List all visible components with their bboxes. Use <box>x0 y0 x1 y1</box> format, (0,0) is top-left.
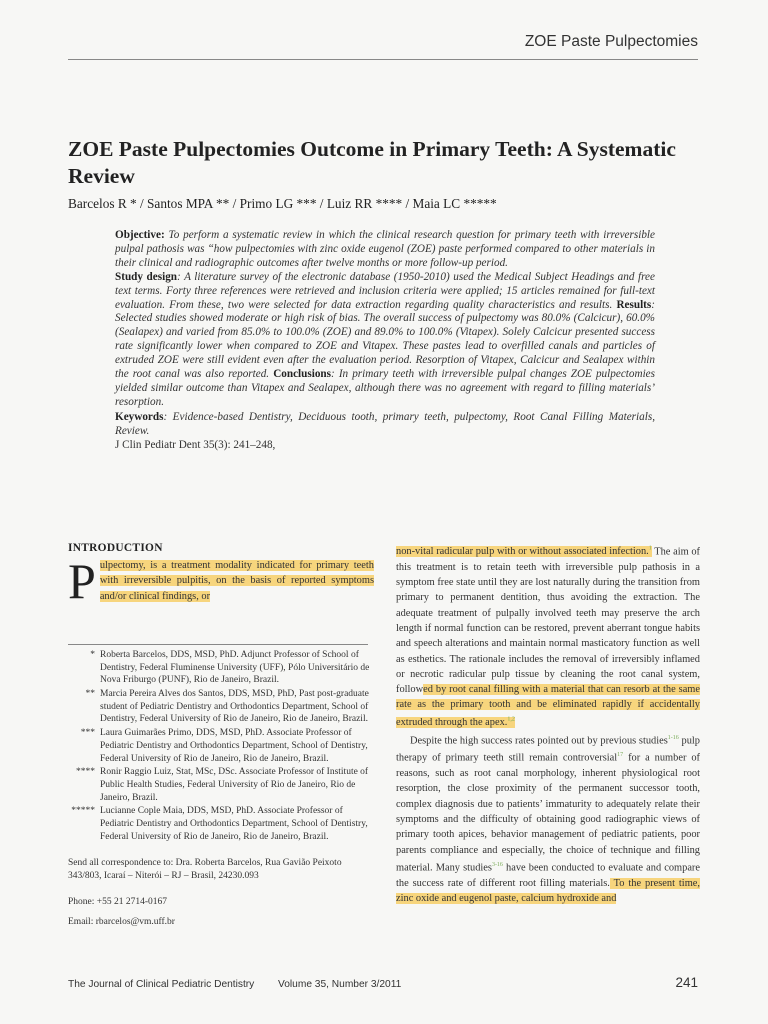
citation-sup: 1 <box>648 546 652 552</box>
footnote-mark: * <box>90 649 95 660</box>
paragraph-text: pulp therapy of primary teeth still remain controversial <box>396 734 701 764</box>
volume-info: Volume 35, Number 3/2011 <box>278 979 402 990</box>
keywords <box>115 411 655 439</box>
journal-name: The Journal of Clinical Pediatric Dentistry <box>68 979 255 990</box>
citation-sup: 17 <box>617 752 624 759</box>
paragraph-text: for a number of reasons, such as root canal morphology, inherent physiological root resorption, the close proximity of the permanent successor tooth, complex diagnosis due to patients’ immaturity to adequately relate their symptoms and the difficulty of obtaining good radiographic views of primary tooth apices, behavior management of pediatric patients, poor parents compliance and especially, the choice of technique and filling material. Many studies <box>396 752 700 874</box>
body-paragraph <box>396 542 700 731</box>
keywords-text: : Evidence-based Dentistry, Deciduous tooth, primary teeth, pulpectomy, Root Canal Filling Materials, Review. <box>115 410 655 437</box>
running-head: ZOE Paste Pulpectomies <box>524 33 698 50</box>
right-column <box>396 542 700 906</box>
conclusions-label: Conclusions <box>273 368 332 381</box>
abstract <box>115 229 655 453</box>
highlight-a: non-vital radicular pulp with or without associated infection. <box>396 546 649 558</box>
footnote-mark: **** <box>76 767 95 778</box>
paragraph-text: The aim of this treatment is to retain teeth with irreversible pulp pathosis in a symptom free state until they are lost naturally during the transition from primary to permanent dentition, thus avoiding the extraction. The adequate treatment of pulpally involved teeth may preserve the arch length if normal function can be restored, prevent aberrant tongue habits and speech alterations and maintain normal masticatory function as well as esthetics. The rationale includes the removal of irreversibly inflamed or necrotic radicular pulp tissue by cleaning the root canal system, follow <box>396 546 701 696</box>
introduction-heading: INTRODUCTION <box>68 542 163 554</box>
left-column <box>68 542 374 927</box>
citation-sup: 3-16 <box>491 861 503 868</box>
results-text: : Selected studies showed moderate or high risk of bias. The overall success of pulpectomy was 80.0% (Calcicur), 60.0% (Sealapex) and varied from 85.0% to 100.0% (ZOE) and 89.0% to 100.0% (Vitapex). Solely Calcicur presented success rate significantly lower when compared to ZOE and Vitapex. These pastes lead to overfilled canals and particles of extruded ZOE were still evident even after the evaluation period. Resorption of Vitapex, Calcicur and Sealapex within the root canal was also reported. <box>115 298 655 381</box>
footnote <box>68 727 374 765</box>
footnote <box>68 649 374 687</box>
footnote <box>68 805 374 843</box>
footnote-mark: ***** <box>71 806 95 817</box>
footnote-rule <box>68 644 368 645</box>
email-address: Email: rbarcelos@vm.uff.br <box>68 916 175 927</box>
footnote-text: Lucianne Cople Maia, DDS, MSD, PhD. Associate Professor of Pediatric Dentistry and Orthodontics Department, School of Dentistry, Federal University of Rio de Janeiro, Rio de Janeiro, Brazil. <box>100 806 368 842</box>
body-paragraph <box>396 731 700 907</box>
footnote-text: Laura Guimarães Primo, DDS, MSD, PhD. Associate Professor of Pediatric Dentistry and Orthodontics Department, School of Dentistry, Federal University of Rio de Janeiro, Rio de Janeiro, Brazil. <box>100 728 368 764</box>
footnote-mark: *** <box>80 728 95 739</box>
design-label: Study design <box>115 270 178 283</box>
objective-label: Objective: <box>115 229 165 241</box>
conclusions-text: : In primary teeth with irreversible pulpal changes ZOE pulpectomies yielded similar outcome than Vitapex and Sealapex, although there was no agreement with regard to filling materials’ resorption. <box>115 368 655 408</box>
footnote-text: Ronir Raggio Luiz, Stat, MSc, DSc. Associate Professor of Institute of Public Health Studies, Federal University of Rio de Janeiro, Rio de Janeiro, Brazil. <box>100 767 369 803</box>
design-text: : A literature survey of the electronic database (1950-2010) used the Medical Subject Headings and free text terms. Forty three references were retrieved and inclusion criteria were applied; 15 articles remained for full-text evaluation. From these, two were selected for data extraction regarding quality characteristics and results. <box>115 270 655 311</box>
footnote <box>68 766 374 804</box>
footnote-text: Roberta Barcelos, DDS, MSD, PhD. Adjunct Professor of School of Dentistry, Federal Fluminense University (UFF), Pólo Universitário de Nova Friburgo (PUNF), Rio de Janeiro, Brazil. <box>100 649 370 686</box>
correspondence: Send all correspondence to: Dra. Roberta Barcelos, Rua Gavião Peixoto 343/803, Icaraí – Niterói – RJ – Brasil, 24230.093 <box>68 858 342 882</box>
paragraph-text: have been conducted to evaluate and compare the success rate of different root filling materials. <box>396 862 701 889</box>
page-number: 241 <box>675 975 698 990</box>
paragraph-text: Despite the high success rates pointed out by previous studies <box>410 734 668 746</box>
header-rule <box>68 59 698 60</box>
objective-text: To perform a systematic review in which the clinical research question for primary teeth with irreversible pulpal pathosis was “how pulpectomies with zinc oxide eugenol (ZOE) paste performed compared to other materials in their clinical and radiographic outcomes after twelve months or more follow-up period. <box>115 229 655 269</box>
highlight-b: ed by root canal filling with a material that can resorb at the same rate as the primary tooth and be eliminated rapidly if accidentally extruded through the apex. <box>396 684 700 729</box>
drop-cap: P <box>68 553 96 609</box>
highlighted-text: ulpectomy, is a treatment modality indicated for primary teeth with irreversible pulpitis, on the basis of reported symptoms and/or clinical findings, or <box>99 560 374 602</box>
phone-number: Phone: +55 21 2714-0167 <box>68 896 168 907</box>
footnote <box>68 688 374 726</box>
footnote-text: Marcia Pereira Alves dos Santos, DDS, MSD, PhD, Past post-graduate student of Pediatric Dentistry and Orthodontics Department, School of Dentistry, Federal University of Rio de Janeiro, Rio de Janeiro, Brazil. <box>100 689 369 725</box>
citation-sup: 1,2 <box>507 716 515 723</box>
article-title: ZOE Paste Pulpectomies Outcome in Primary Teeth: A Systematic Review <box>68 137 676 188</box>
keywords-label: Keywords <box>115 410 164 423</box>
highlighted-text: To the present time, zinc oxide and eugenol paste, calcium hydroxide and <box>396 877 700 904</box>
footnote-mark: ** <box>85 689 95 699</box>
author-list: Barcelos R * / Santos MPA ** / Primo LG *** / Luiz RR **** / Maia LC ***** <box>68 196 497 211</box>
highlighted-text <box>396 684 700 728</box>
abstract-body <box>115 229 655 410</box>
highlighted-text <box>396 546 652 557</box>
citation: J Clin Pediatr Dent 35(3): 241–248, <box>115 438 276 451</box>
intro-paragraph <box>68 553 374 609</box>
results-label: Results <box>616 298 652 311</box>
citation-sup: 1-16 <box>667 734 679 741</box>
